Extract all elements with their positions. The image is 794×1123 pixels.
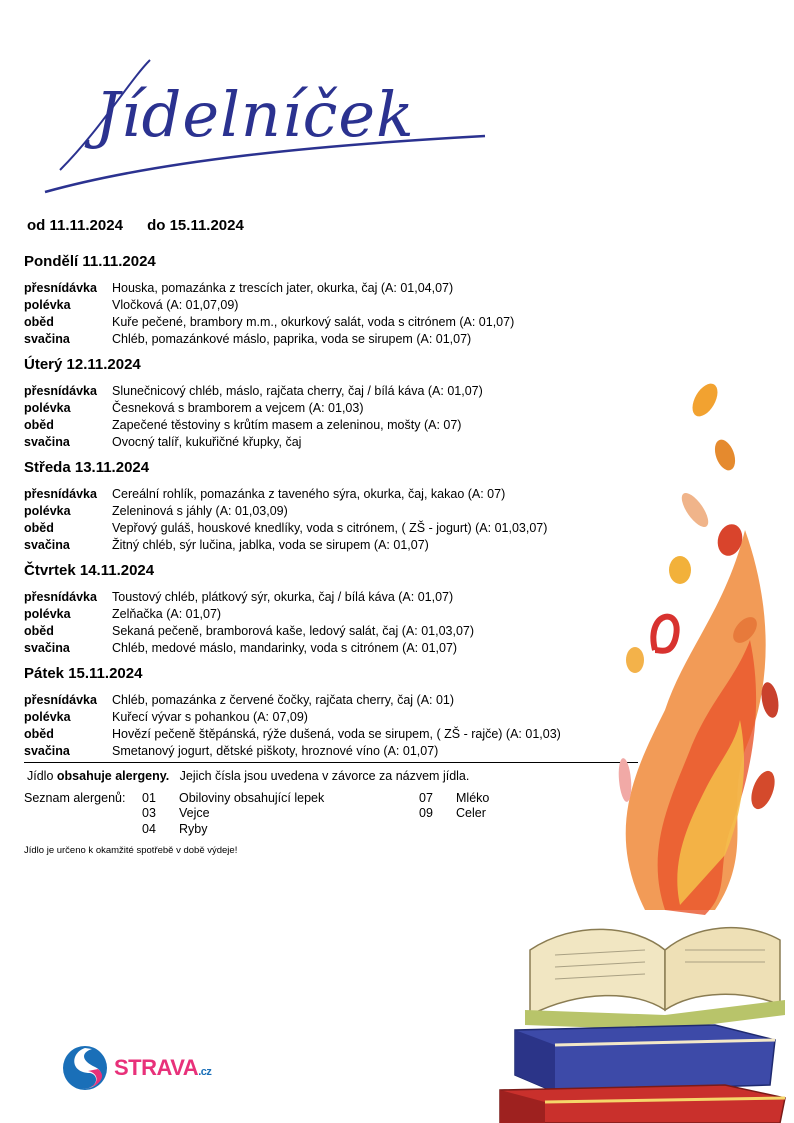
meal-label: svačina	[24, 435, 70, 449]
allergen-note-prefix: Jídlo	[27, 769, 57, 783]
meal-text: Kuře pečené, brambory m.m., okurkový salát, voda s citrónem (A: 01,07)	[112, 315, 515, 329]
autumn-books-illustration	[495, 350, 794, 1123]
allergen-note-bold: obsahuje alergeny.	[56, 769, 170, 783]
strava-logo-suffix: .cz	[198, 1066, 212, 1078]
menu-title: Jídelníček	[95, 78, 415, 151]
strava-logo-name: STRAVA	[114, 1055, 199, 1080]
meal-text: Toustový chléb, plátkový sýr, okurka, čaj / bílá káva (A: 01,07)	[112, 590, 454, 604]
allergen-list-label: Seznam alergenů:	[24, 791, 126, 805]
meal-text: Zapečené těstoviny s krůtím masem a zeleninou, mošty (A: 07)	[112, 418, 462, 432]
date-from: od 11.11.2024	[27, 217, 123, 234]
meal-text: Sekaná pečeně, bramborová kaše, ledový salát, čaj (A: 01,03,07)	[112, 624, 475, 638]
meal-text: Ovocný talíř, kukuřičné křupky, čaj	[112, 435, 302, 449]
allergen-code: 03	[142, 806, 156, 820]
allergen-code: 04	[142, 822, 156, 836]
meal-label: polévka	[24, 504, 71, 518]
strava-logo-icon	[60, 1043, 110, 1093]
allergen-code: 07	[419, 791, 433, 805]
date-range	[27, 217, 264, 234]
meal-label: oběd	[24, 521, 54, 535]
meal-text: Houska, pomazánka z trescích jater, okurka, čaj (A: 01,04,07)	[112, 281, 454, 295]
meal-text: Zeleninová s jáhly (A: 01,03,09)	[112, 504, 288, 518]
allergen-code: 01	[142, 791, 156, 805]
allergen-name: Vejce	[179, 806, 210, 820]
meal-label: polévka	[24, 298, 71, 312]
day-heading: Pondělí 11.11.2024	[24, 253, 156, 270]
menu-title-area	[40, 50, 500, 200]
allergen-name: Mléko	[456, 791, 490, 805]
day-heading: Středa 13.11.2024	[24, 459, 150, 476]
meal-text: Cereální rohlík, pomazánka z taveného sýra, okurka, čaj, kakao (A: 07)	[112, 487, 506, 501]
meal-label: svačina	[24, 744, 70, 758]
meal-label: oběd	[24, 727, 54, 741]
meal-text: Vepřový guláš, houskové knedlíky, voda s citrónem, ( ZŠ - jogurt) (A: 01,03,07)	[112, 521, 548, 535]
day-heading: Pátek 15.11.2024	[24, 665, 143, 682]
meal-label: polévka	[24, 401, 71, 415]
allergen-name: Obiloviny obsahující lepek	[179, 791, 325, 805]
strava-logo-text	[114, 1055, 211, 1081]
meal-text: Smetanový jogurt, dětské piškoty, hroznové víno (A: 01,07)	[112, 744, 439, 758]
meal-text: Chléb, pomazánka z červené čočky, rajčata cherry, čaj (A: 01)	[112, 693, 455, 707]
allergen-code: 09	[419, 806, 433, 820]
meal-label: přesnídávka	[24, 487, 97, 501]
meal-text: Chléb, pomazánkové máslo, paprika, voda se sirupem (A: 01,07)	[112, 332, 472, 346]
meal-text: Slunečnicový chléb, máslo, rajčata cherry, čaj / bílá káva (A: 01,07)	[112, 384, 483, 398]
day-heading: Čtvrtek 14.11.2024	[24, 562, 155, 579]
allergen-name: Ryby	[179, 822, 208, 836]
allergen-note-rest: Jejich čísla jsou uvedena v závorce za názvem jídla.	[169, 769, 470, 783]
meal-text: Hovězí pečeně štěpánská, rýže dušená, voda se sirupem, ( ZŠ - rajče) (A: 01,03)	[112, 727, 561, 741]
meal-label: oběd	[24, 315, 54, 329]
meal-label: oběd	[24, 418, 54, 432]
meal-label: svačina	[24, 538, 70, 552]
meal-text: Česneková s bramborem a vejcem (A: 01,03)	[112, 401, 364, 415]
meal-text: Kuřecí vývar s pohankou (A: 07,09)	[112, 710, 308, 724]
meal-text: Vločková (A: 01,07,09)	[112, 298, 239, 312]
meal-text: Chléb, medové máslo, mandarinky, voda s citrónem (A: 01,07)	[112, 641, 458, 655]
meal-label: polévka	[24, 710, 71, 724]
meal-label: přesnídávka	[24, 590, 97, 604]
footnote: Jídlo je určeno k okamžité spotřebě v době výdeje!	[24, 845, 238, 856]
meal-text: Zelňačka (A: 01,07)	[112, 607, 222, 621]
meal-label: oběd	[24, 624, 54, 638]
meal-label: přesnídávka	[24, 281, 97, 295]
allergen-name: Celer	[456, 806, 486, 820]
day-heading: Úterý 12.11.2024	[24, 356, 141, 373]
allergen-note	[27, 769, 469, 783]
meal-label: přesnídávka	[24, 693, 97, 707]
meal-label: přesnídávka	[24, 384, 97, 398]
meal-label: svačina	[24, 332, 70, 346]
meal-label: svačina	[24, 641, 70, 655]
meal-text: Žitný chléb, sýr lučina, jablka, voda se sirupem (A: 01,07)	[112, 538, 429, 552]
date-to: do 15.11.2024	[147, 217, 244, 234]
strava-logo	[60, 1043, 212, 1093]
meal-label: polévka	[24, 607, 71, 621]
